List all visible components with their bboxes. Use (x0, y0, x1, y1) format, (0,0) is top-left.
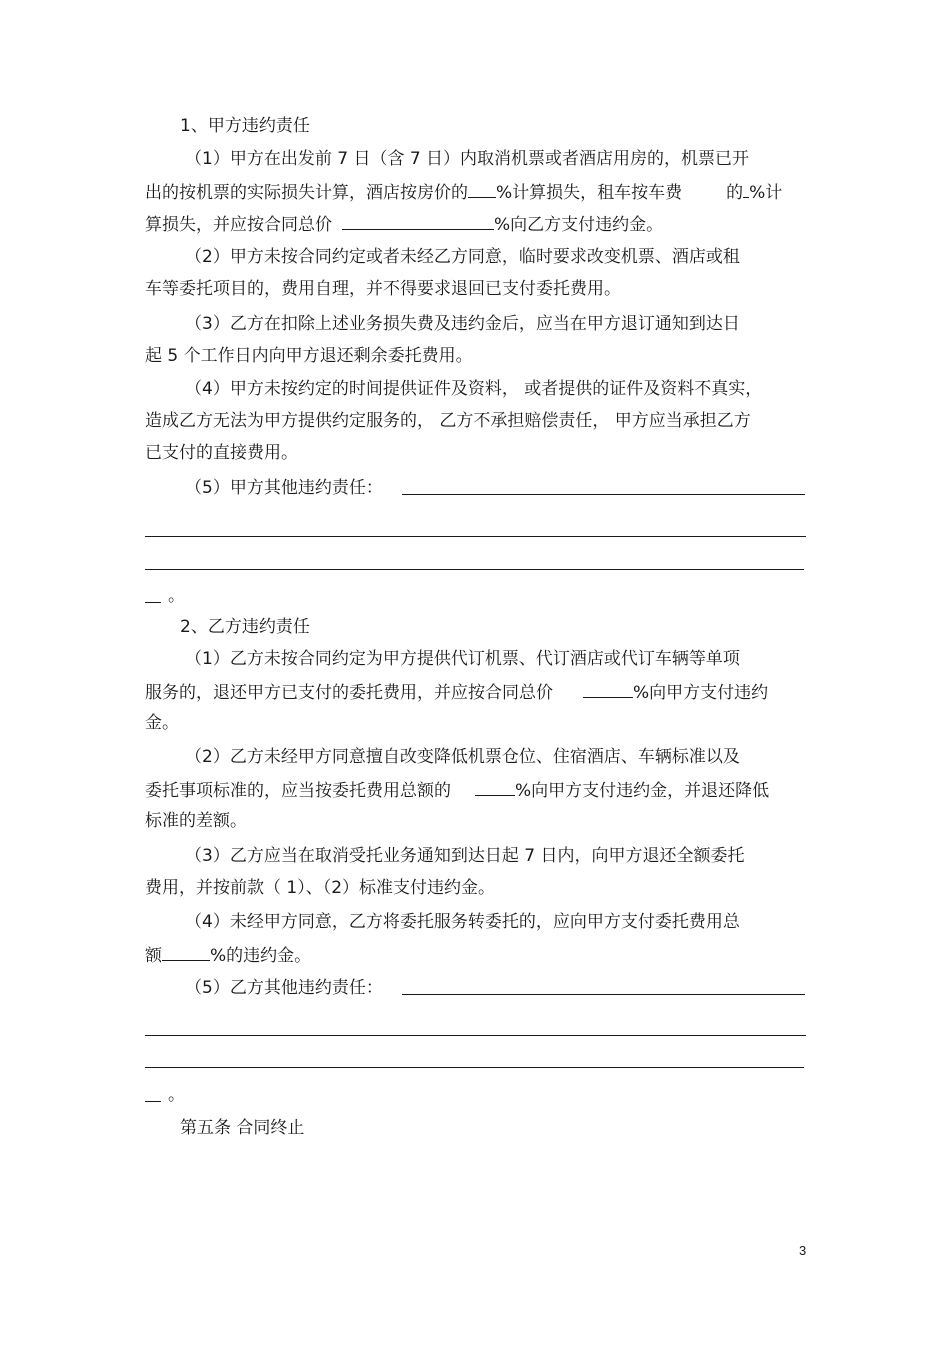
s2-clause-2-line-2 (145, 779, 769, 801)
s2-clause-1-line-1: （1）乙方未按合同约定为甲方提供代订机票、代订酒店或代订车辆等单项 (185, 649, 740, 669)
s2-clause-4-line-2 (145, 944, 311, 966)
s2-clause-3-line-2: 费用，并按前款（ 1）、（2）标准支付违约金。 (145, 878, 496, 898)
text: 委托事项标准的，应当按委托费用总额的 (145, 781, 451, 801)
text: 的 (726, 183, 744, 203)
s2-clause-2-line-1: （2）乙方未经甲方同意擅自改变降低机票仓位、住宿酒店、车辆标准以及 (185, 747, 740, 767)
blank-field (468, 181, 496, 198)
text: %计算损失，租车按车费 (496, 183, 683, 203)
text: %向甲方支付违约金，并退还降低 (515, 781, 770, 801)
text: %向甲方支付违约 (633, 683, 769, 703)
s2-end-mark: 。 (168, 1085, 185, 1105)
s1-clause-2-line-2: 车等委托项目的，费用自理，并不得要求退回已支付委托费用。 (145, 279, 621, 299)
s2-clause-1-line-2 (145, 681, 768, 703)
s1-fill-line (145, 569, 804, 570)
s1-fill-line (402, 494, 805, 495)
text: 额 (145, 946, 162, 966)
s1-clause-3-line-1: （3）乙方在扣除上述业务损失费及违约金后，应当在甲方退订通知到达日 (185, 314, 740, 334)
text: %的违约金。 (210, 946, 312, 966)
s1-clause-1-line-1: （1）甲方在出发前 7 日（含 7 日）内取消机票或者酒店用房的，机票已开 (185, 149, 750, 169)
s1-fill-line-short (145, 602, 161, 603)
s2-fill-line (402, 994, 805, 995)
blank-field (162, 944, 210, 961)
text: %向乙方支付违约金。 (494, 215, 664, 235)
s1-clause-5-label: （5）甲方其他违约责任： (185, 478, 383, 498)
text: 服务的，退还甲方已支付的委托费用，并应按合同总价 (145, 683, 553, 703)
s2-fill-line (145, 1067, 804, 1068)
s1-clause-4-line-2: 造成乙方无法为甲方提供约定服务的， 乙方不承担赔偿责任， 甲方应当承担乙方 (145, 411, 751, 431)
s1-clause-2-line-1: （2）甲方未按合同约定或者未经乙方同意，临时要求改变机票、酒店或租 (185, 247, 740, 267)
page-number: 3 (799, 1243, 807, 1258)
s1-end-mark: 。 (168, 586, 185, 606)
s2-clause-5-label: （5）乙方其他违约责任： (185, 978, 383, 998)
blank-field (475, 779, 515, 796)
text: %计 (749, 183, 783, 203)
s1-clause-4-line-3: 已支付的直接费用。 (145, 443, 298, 463)
s2-clause-2-line-3: 标准的差额。 (145, 811, 247, 831)
blank-field (583, 681, 633, 698)
s2-clause-4-line-1: （4）未经甲方同意，乙方将委托服务转委托的，应向甲方支付委托费用总 (185, 912, 740, 932)
s1-fill-line (145, 536, 806, 537)
s1-clause-1-line-2 (145, 181, 782, 203)
text: 出的按机票的实际损失计算，酒店按房价的 (145, 183, 468, 203)
s2-clause-1-line-3: 金。 (145, 713, 179, 733)
blank-field (342, 213, 494, 230)
s2-clause-3-line-1: （3）乙方应当在取消受托业务通知到达日起 7 日内，向甲方退还全额委托 (185, 846, 745, 866)
s1-clause-3-line-2: 起 5 个工作日内向甲方退还剩余委托费用。 (145, 346, 473, 366)
s1-clause-4-line-1: （4）甲方未按约定的时间提供证件及资料， 或者提供的证件及资料不真实， (185, 379, 763, 399)
text: 算损失，并应按合同总价 (145, 215, 332, 235)
section-1-heading: 1、甲方违约责任 (180, 116, 310, 136)
s2-fill-line (145, 1035, 806, 1036)
article-5-heading: 第五条 合同终止 (180, 1118, 305, 1138)
section-2-heading: 2、乙方违约责任 (180, 617, 310, 637)
s1-clause-1-line-3 (145, 213, 663, 235)
s2-fill-line-short (145, 1101, 161, 1102)
